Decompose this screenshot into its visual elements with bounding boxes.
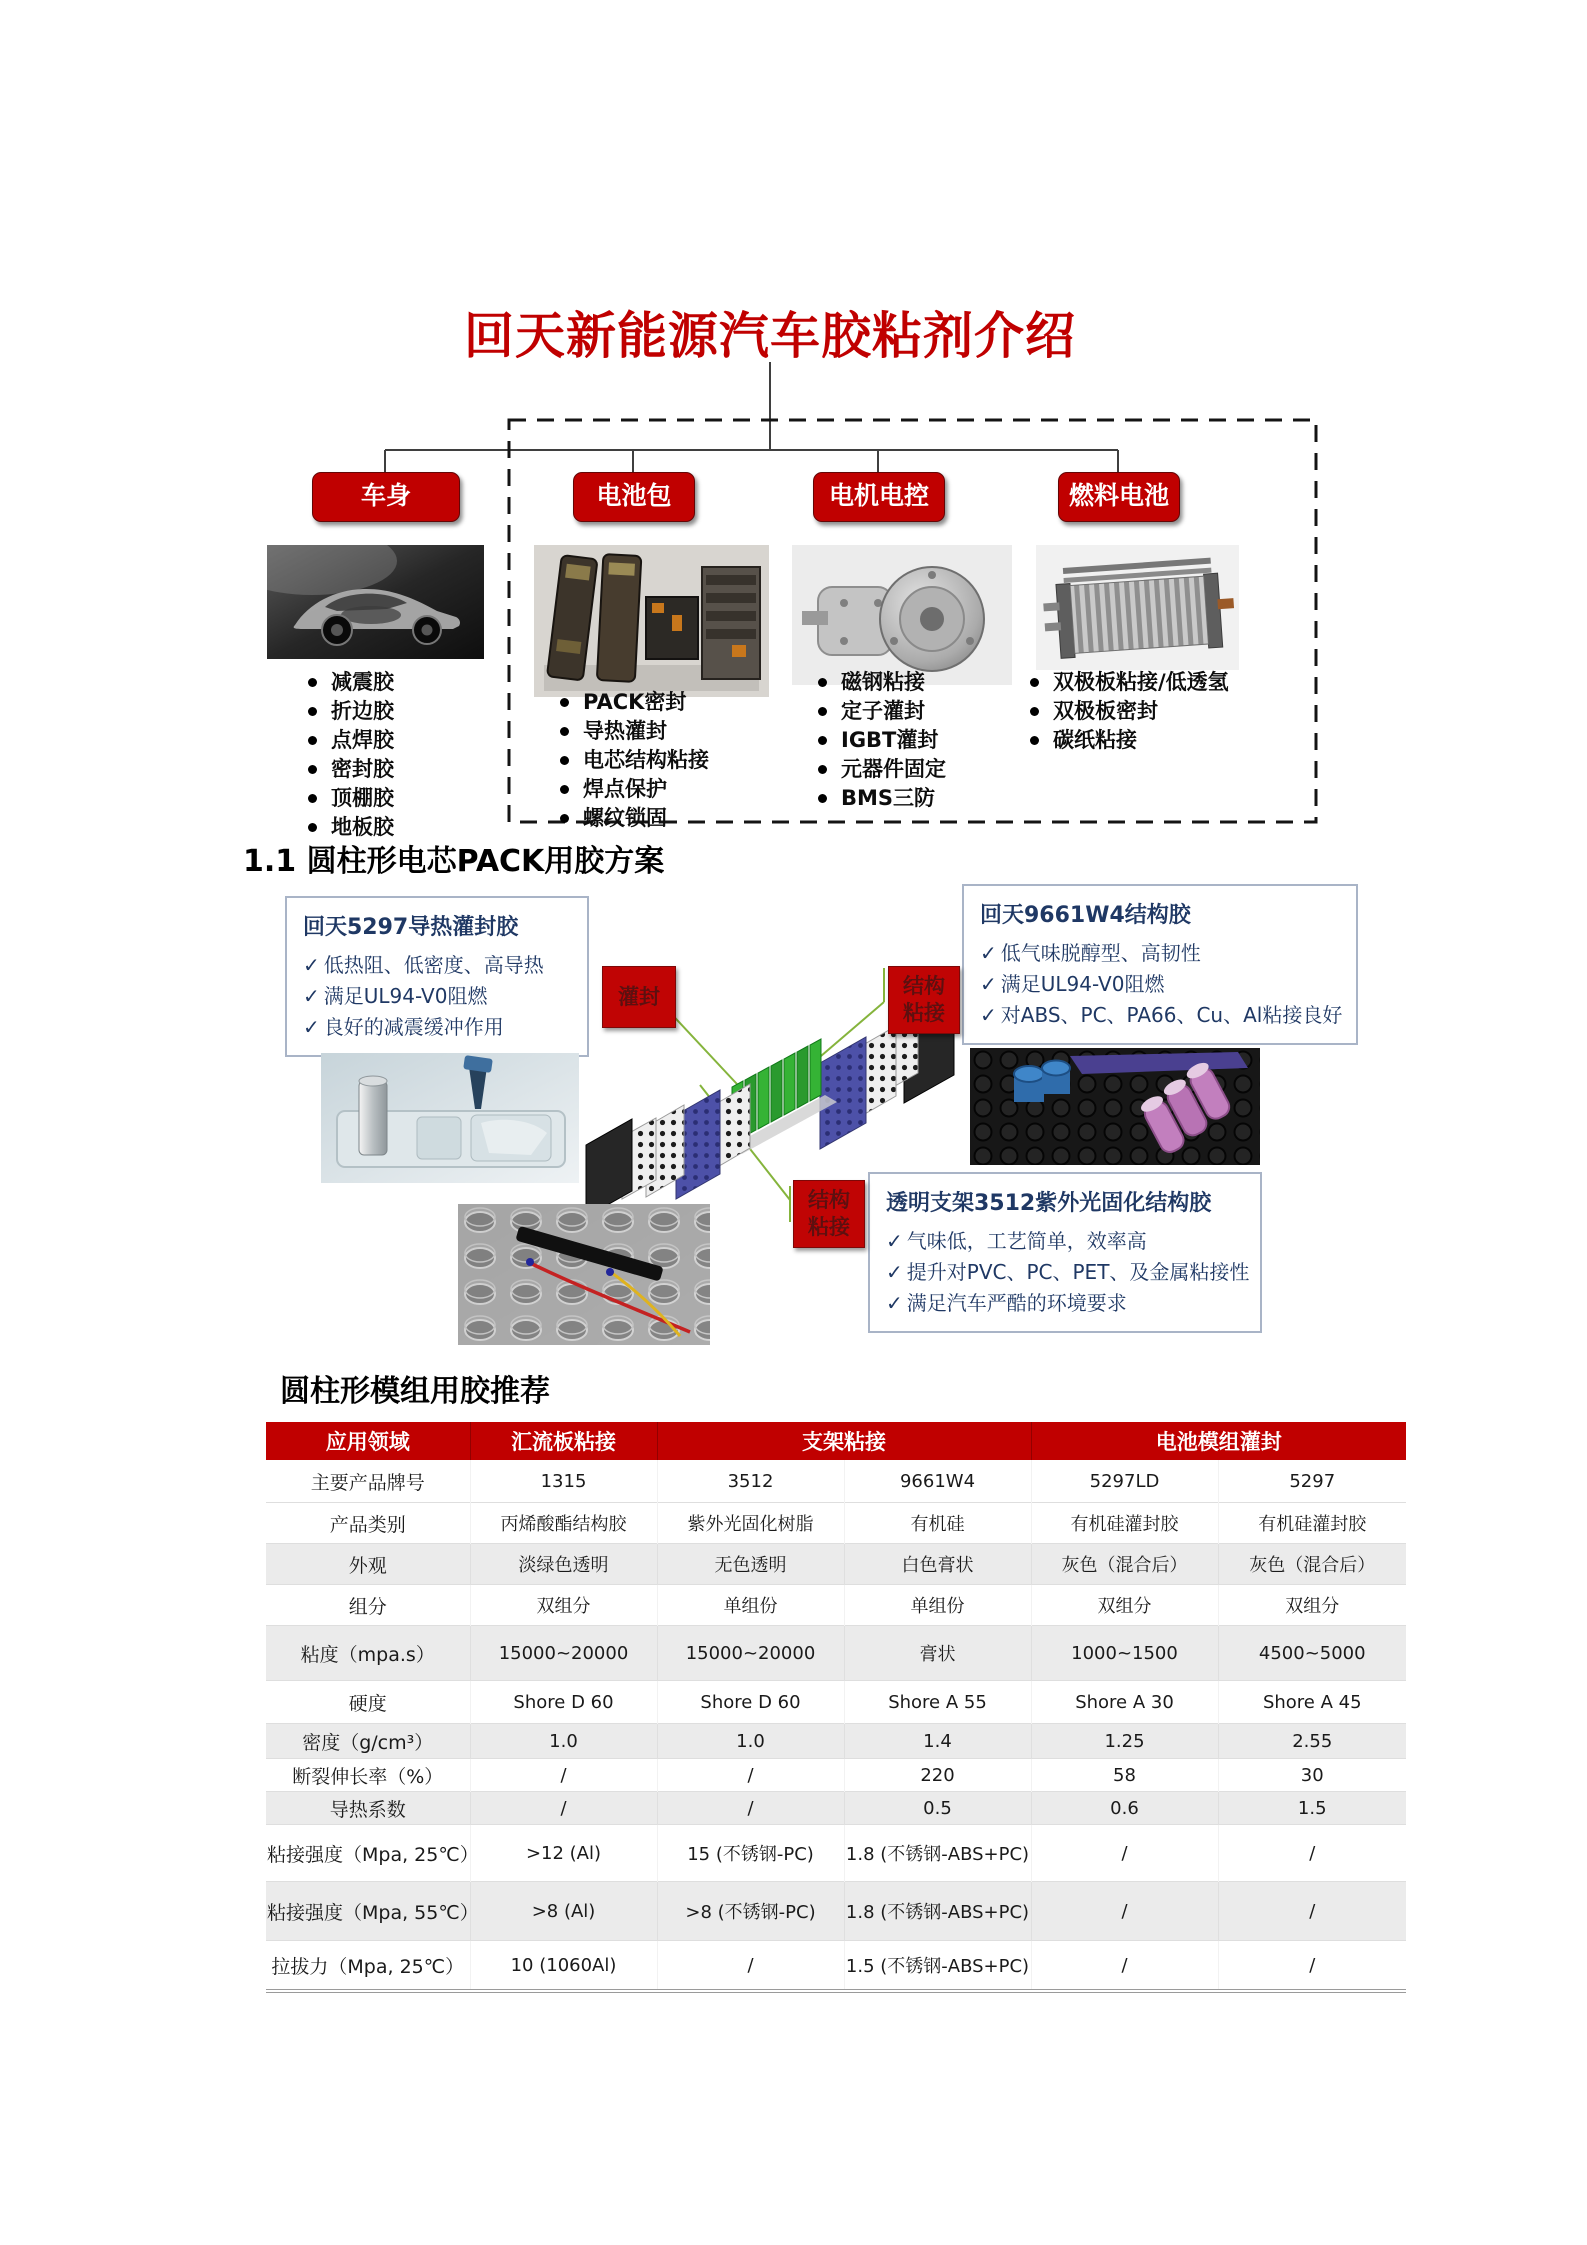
cell-5297LD: / — [1031, 1882, 1218, 1941]
tag-structural-bonding-bottom: 结构粘接 — [793, 1180, 865, 1248]
cell-3512: 3512 — [657, 1460, 844, 1503]
table-row — [266, 1882, 1406, 1941]
list-item: 焊点保护 — [560, 775, 800, 803]
bullet-icon — [560, 785, 569, 794]
fuel-cell-photo — [1036, 545, 1239, 670]
row-label: 硬度 — [348, 1692, 387, 1715]
bullet-icon — [818, 765, 827, 774]
cell-1315: 15000~20000 — [470, 1626, 657, 1681]
cell-1315: 丙烯酸酯结构胶 — [470, 1503, 657, 1544]
cell-5297: / — [1218, 1941, 1406, 1992]
bullet-icon — [560, 727, 569, 736]
row-label: 密度（g/cm³） — [302, 1731, 434, 1754]
table-body — [266, 1460, 1406, 1991]
cell-5297LD: Shore A 30 — [1031, 1681, 1218, 1724]
callout-5297 — [285, 896, 589, 1057]
cell-holder-photo — [970, 1048, 1260, 1165]
check-icon: ✓ — [980, 972, 997, 996]
bullet-icon — [818, 678, 827, 687]
cell-5297LD: / — [1031, 1825, 1218, 1882]
callout-points — [303, 950, 571, 1043]
cell-5297LD: 58 — [1031, 1759, 1218, 1792]
cell-3512: 无色透明 — [657, 1544, 844, 1585]
row-label: 粘接强度（Mpa, 25℃） — [267, 1843, 479, 1866]
cell-9661W4: 有机硅 — [844, 1503, 1031, 1544]
list-item: 碳纸粘接 — [1030, 726, 1320, 754]
cell-9661W4: Shore A 55 — [844, 1681, 1031, 1724]
tag-potting: 灌封 — [602, 966, 676, 1028]
bullet-icon — [308, 765, 317, 774]
callout-point: ✓ 对ABS、PC、PA66、Cu、Al粘接良好 — [980, 1003, 1343, 1027]
list-item: 双极板密封 — [1030, 697, 1320, 725]
table-row — [266, 1941, 1406, 1992]
cell-1315: 1315 — [470, 1460, 657, 1503]
cell-3512: 15000~20000 — [657, 1626, 844, 1681]
cell-9661W4: 1.5 (不锈钢-ABS+PC) — [844, 1941, 1031, 1992]
cell-1315: >12 (Al) — [470, 1825, 657, 1882]
row-label: 粘接强度（Mpa, 55℃） — [267, 1901, 479, 1924]
row-label: 外观 — [348, 1554, 387, 1577]
cell-5297LD: 灰色（混合后） — [1031, 1544, 1218, 1585]
list-item: BMS三防 — [818, 784, 1038, 812]
cell-5297: Shore A 45 — [1218, 1681, 1406, 1724]
bullet-icon — [560, 756, 569, 765]
table-heading: 圆柱形模组用胶推荐 — [280, 1374, 550, 1409]
cell-9661W4: 220 — [844, 1759, 1031, 1792]
motor-controller-photo — [792, 545, 1012, 685]
section-heading: 1.1 圆柱形电芯PACK用胶方案 — [243, 844, 665, 879]
callout-points — [980, 938, 1343, 1031]
header-bracket-bonding: 支架粘接 — [657, 1422, 1031, 1460]
cell-5297LD: 双组分 — [1031, 1585, 1218, 1626]
cell-3512: 紫外光固化树脂 — [657, 1503, 844, 1544]
cell-1315: / — [470, 1792, 657, 1825]
callout-title: 回天9661W4结构胶 — [980, 903, 1191, 928]
check-icon: ✓ — [980, 941, 997, 965]
row-label: 组分 — [348, 1595, 387, 1618]
cell-9661W4: 1.4 — [844, 1724, 1031, 1759]
page-title: 回天新能源汽车胶粘剂介绍 — [464, 307, 1076, 365]
bullet-icon — [308, 678, 317, 687]
cell-3512: >8 (不锈钢-PC) — [657, 1882, 844, 1941]
cell-9661W4: 单组份 — [844, 1585, 1031, 1626]
cell-5297: / — [1218, 1882, 1406, 1941]
cell-5297: 有机硅灌封胶 — [1218, 1503, 1406, 1544]
header-module-potting: 电池模组灌封 — [1031, 1422, 1406, 1460]
bullet-icon — [308, 707, 317, 716]
table-row — [266, 1792, 1406, 1825]
cell-1315: 1.0 — [470, 1724, 657, 1759]
fuel-cell-adhesive-list — [1030, 668, 1320, 755]
list-item: 减震胶 — [308, 668, 488, 696]
callout-points — [886, 1226, 1250, 1319]
callout-title: 回天5297导热灌封胶 — [303, 915, 519, 940]
table-row — [266, 1626, 1406, 1681]
bullet-icon — [1030, 678, 1039, 687]
check-icon: ✓ — [303, 984, 320, 1008]
cell-3512: 单组份 — [657, 1585, 844, 1626]
row-label: 断裂伸长率（%） — [292, 1765, 444, 1788]
callout-point: ✓ 满足UL94-V0阻燃 — [303, 984, 488, 1008]
cell-5297: 2.55 — [1218, 1724, 1406, 1759]
category-button-body: 车身 — [312, 472, 460, 522]
cell-5297LD: 5297LD — [1031, 1460, 1218, 1503]
table-row — [266, 1825, 1406, 1882]
cell-5297LD: 1.25 — [1031, 1724, 1218, 1759]
category-button-fuel-cell: 燃料电池 — [1058, 472, 1180, 522]
callout-9661W4 — [962, 884, 1358, 1045]
battery-pack-adhesive-list — [560, 688, 800, 833]
callout-point: ✓ 满足汽车严酷的环境要求 — [886, 1291, 1127, 1315]
cell-3512: / — [657, 1941, 844, 1992]
cell-5297: 1.5 — [1218, 1792, 1406, 1825]
cell-1315: 双组分 — [470, 1585, 657, 1626]
cell-1315: / — [470, 1759, 657, 1792]
cell-3512: / — [657, 1759, 844, 1792]
check-icon: ✓ — [303, 1015, 320, 1039]
cell-9661W4: 1.8 (不锈钢-ABS+PC) — [844, 1825, 1031, 1882]
check-icon: ✓ — [980, 1003, 997, 1027]
cell-9661W4: 白色膏状 — [844, 1544, 1031, 1585]
list-item: 顶棚胶 — [308, 784, 488, 812]
bullet-icon — [818, 794, 827, 803]
list-item: 定子灌封 — [818, 697, 1038, 725]
table-row — [266, 1759, 1406, 1792]
category-button-battery-pack: 电池包 — [573, 472, 695, 522]
cell-5297LD: 有机硅灌封胶 — [1031, 1503, 1218, 1544]
row-label: 主要产品牌号 — [310, 1471, 425, 1494]
battery-pack-photo — [534, 545, 769, 697]
table-row — [266, 1503, 1406, 1544]
list-item: 双极板粘接/低透氢 — [1030, 668, 1320, 696]
cell-9661W4: 0.5 — [844, 1792, 1031, 1825]
bullet-icon — [560, 814, 569, 823]
list-item: 折边胶 — [308, 697, 488, 725]
cell-5297LD: / — [1031, 1941, 1218, 1992]
list-item: 螺纹锁固 — [560, 804, 800, 832]
cell-3512: Shore D 60 — [657, 1681, 844, 1724]
car-body-photo — [267, 545, 484, 659]
table-row — [266, 1460, 1406, 1503]
list-item: 点焊胶 — [308, 726, 488, 754]
cell-tray-photo — [458, 1204, 710, 1345]
table-row — [266, 1681, 1406, 1724]
cell-3512: 1.0 — [657, 1724, 844, 1759]
category-button-motor-control: 电机电控 — [813, 472, 945, 522]
bullet-icon — [560, 698, 569, 707]
list-item: 磁钢粘接 — [818, 668, 1038, 696]
callout-point: ✓ 低气味脱醇型、高韧性 — [980, 941, 1201, 965]
motor-control-adhesive-list — [818, 668, 1038, 813]
list-item: 导热灌封 — [560, 717, 800, 745]
cell-5297: 5297 — [1218, 1460, 1406, 1503]
bullet-icon — [818, 736, 827, 745]
cell-5297: / — [1218, 1825, 1406, 1882]
callout-point: ✓ 提升对PVC、PC、PET、及金属粘接性 — [886, 1260, 1250, 1284]
cell-5297: 30 — [1218, 1759, 1406, 1792]
potting-process-photo — [321, 1053, 579, 1183]
list-item: 密封胶 — [308, 755, 488, 783]
callout-point: ✓ 低热阻、低密度、高导热 — [303, 953, 544, 977]
table-row — [266, 1585, 1406, 1626]
cell-1315: 淡绿色透明 — [470, 1544, 657, 1585]
table-header-row — [266, 1422, 1406, 1460]
list-item: 电芯结构粘接 — [560, 746, 800, 774]
callout-point: ✓ 良好的减震缓冲作用 — [303, 1015, 504, 1039]
cell-1315: Shore D 60 — [470, 1681, 657, 1724]
table-row — [266, 1724, 1406, 1759]
tag-structural-bonding-top: 结构粘接 — [888, 966, 960, 1034]
bullet-icon — [1030, 736, 1039, 745]
header-busbar-bonding: 汇流板粘接 — [470, 1422, 657, 1460]
check-icon: ✓ — [886, 1291, 903, 1315]
bullet-icon — [308, 736, 317, 745]
cell-5297LD: 1000~1500 — [1031, 1626, 1218, 1681]
row-label: 粘度（mpa.s） — [300, 1643, 435, 1666]
callout-point: ✓ 满足UL94-V0阻燃 — [980, 972, 1165, 996]
cell-5297LD: 0.6 — [1031, 1792, 1218, 1825]
list-item: IGBT灌封 — [818, 726, 1038, 754]
list-item: 元器件固定 — [818, 755, 1038, 783]
row-label: 产品类别 — [329, 1513, 406, 1536]
cell-9661W4: 1.8 (不锈钢-ABS+PC) — [844, 1882, 1031, 1941]
cell-5297: 4500~5000 — [1218, 1626, 1406, 1681]
cell-5297: 灰色（混合后） — [1218, 1544, 1406, 1585]
cell-3512: / — [657, 1792, 844, 1825]
list-item: PACK密封 — [560, 688, 800, 716]
body-adhesive-list — [308, 668, 488, 842]
bullet-icon — [1030, 707, 1039, 716]
cell-5297: 双组分 — [1218, 1585, 1406, 1626]
cell-9661W4: 膏状 — [844, 1626, 1031, 1681]
callout-title: 透明支架3512紫外光固化结构胶 — [886, 1191, 1212, 1216]
cell-9661W4: 9661W4 — [844, 1460, 1031, 1503]
row-label: 导热系数 — [329, 1798, 406, 1821]
bullet-icon — [308, 823, 317, 832]
table-row — [266, 1544, 1406, 1585]
header-application: 应用领域 — [266, 1422, 470, 1460]
adhesive-spec-table — [266, 1422, 1406, 1993]
cell-1315: 10 (1060Al) — [470, 1941, 657, 1992]
cell-1315: >8 (Al) — [470, 1882, 657, 1941]
callout-point: ✓ 气味低，工艺简单，效率高 — [886, 1229, 1147, 1253]
cell-3512: 15 (不锈钢-PC) — [657, 1825, 844, 1882]
check-icon: ✓ — [886, 1229, 903, 1253]
row-label: 拉拔力（Mpa, 25℃） — [271, 1955, 465, 1978]
bullet-icon — [308, 794, 317, 803]
list-item: 地板胶 — [308, 813, 488, 841]
check-icon: ✓ — [303, 953, 320, 977]
check-icon: ✓ — [886, 1260, 903, 1284]
bullet-icon — [818, 707, 827, 716]
